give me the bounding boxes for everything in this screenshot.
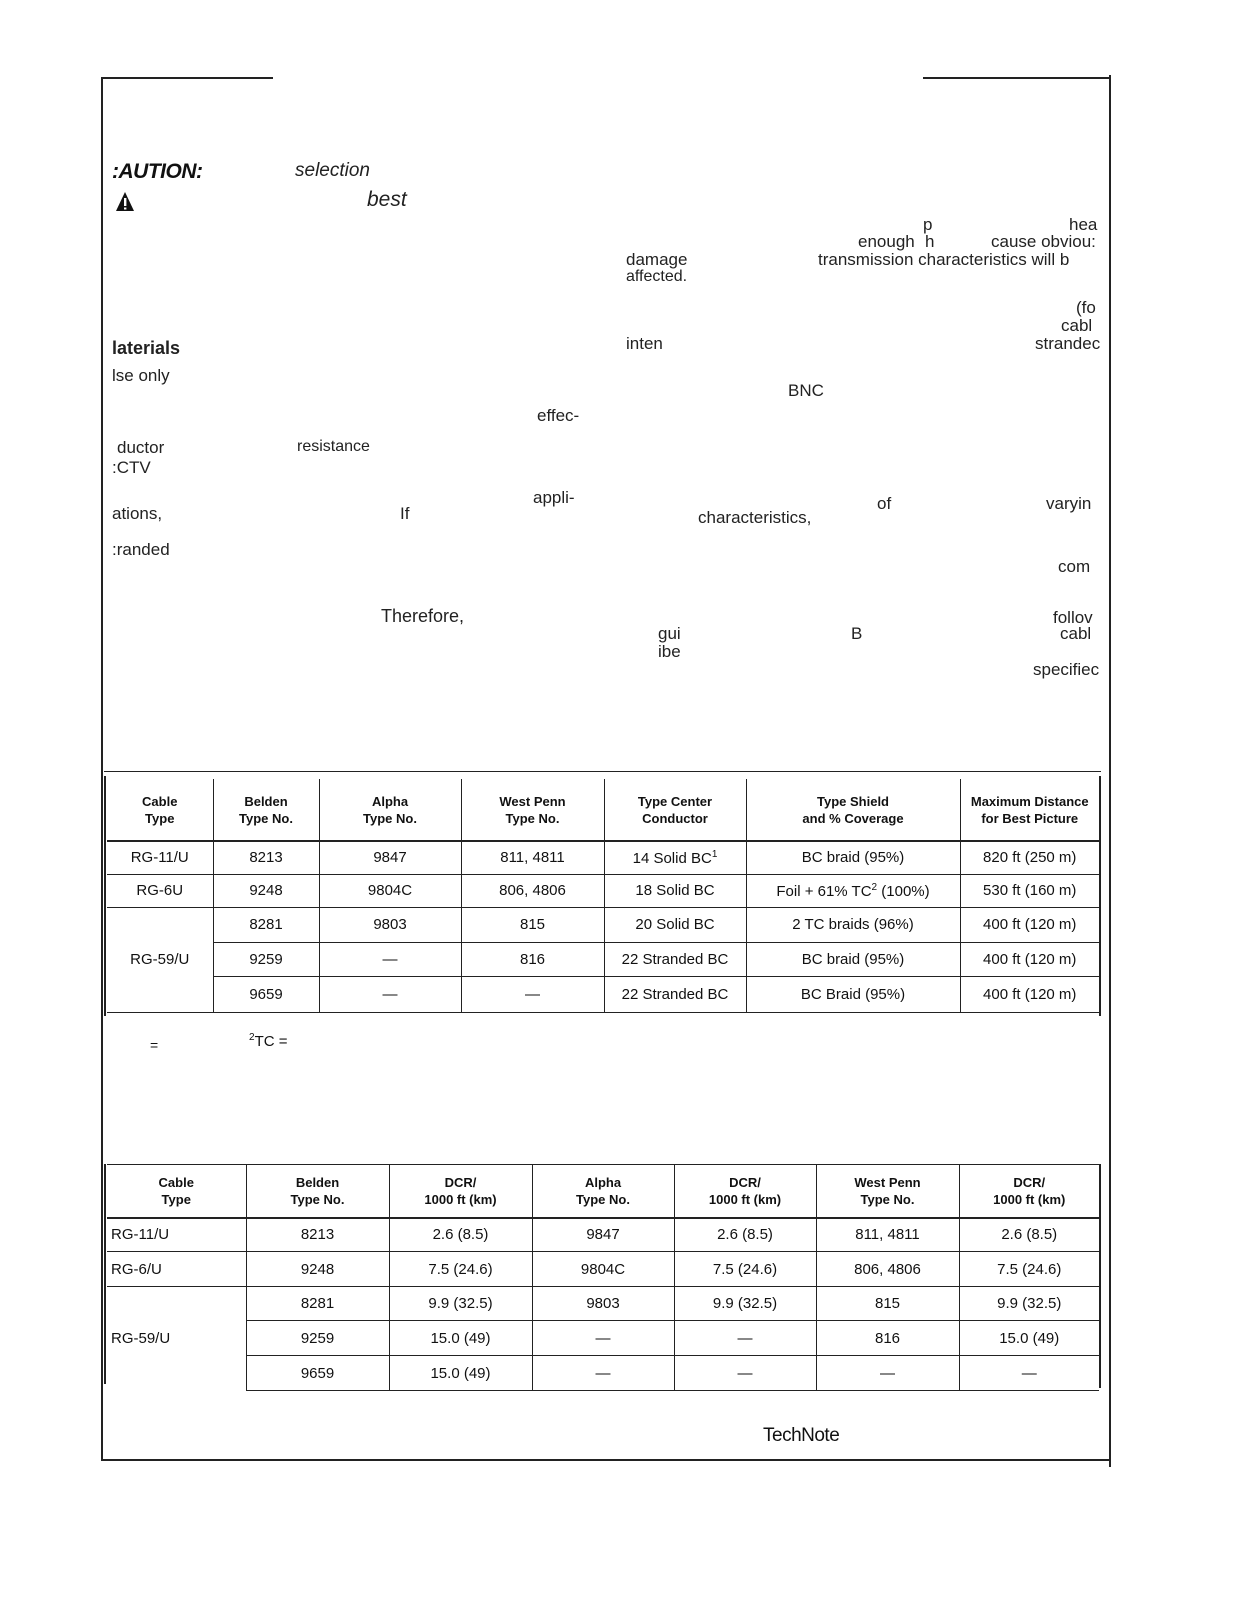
table-cell-dcr2: —: [674, 1321, 816, 1356]
table-cell-distance: [960, 841, 1099, 874]
table2-header-cell: [674, 1165, 816, 1218]
table-cell-dcr1: 7.5 (24.6): [389, 1252, 532, 1287]
table2-header-row: [107, 1165, 1099, 1218]
cell-text: RG-6U: [136, 882, 184, 899]
table-cell-belden: 9259: [246, 1321, 389, 1356]
table-cell-cable: RG-6/U: [107, 1252, 246, 1287]
cell-text: Foil + 61% TC: [776, 882, 872, 900]
table-cell-alpha: 9804C: [532, 1252, 674, 1287]
table2-right-bar: [1099, 1164, 1101, 1388]
header-line: Alpha: [371, 793, 409, 809]
table2-header-cell: [532, 1165, 674, 1218]
table-cell-alpha: 9847: [532, 1218, 674, 1252]
table-cell-westpenn: 815: [816, 1287, 959, 1321]
text-fragment: effec-: [537, 406, 580, 425]
cell-text: RG-11/U: [130, 849, 189, 867]
header-line: 1000 ft (km): [708, 1191, 782, 1207]
table-cell-alpha: 9803: [532, 1287, 674, 1321]
text-fragment: best: [367, 188, 407, 211]
cell-text: BC braid (95%): [801, 849, 905, 867]
header-line: for Best Picture: [981, 810, 1079, 826]
cell-text: 816: [519, 950, 546, 968]
top-rule-right: [923, 77, 1111, 79]
table-cell-dcr3: —: [959, 1356, 1099, 1391]
cell-text: 820 ft (250 m): [983, 849, 1077, 867]
table2-header-cell: [246, 1165, 389, 1218]
footnote-bc-definition: =: [150, 1037, 159, 1053]
text-fragment: h: [925, 232, 935, 251]
table2-header-cell: [816, 1165, 959, 1218]
cell-text: —: [382, 950, 398, 968]
text-fragment: lse only: [112, 366, 170, 385]
cell-text: —: [382, 985, 398, 1003]
table-row: [107, 976, 1099, 1012]
header-line: Type No.: [860, 1191, 915, 1207]
table-cell-dcr1: 9.9 (32.5): [389, 1287, 532, 1321]
text-fragment: transmission characteristics will b: [818, 250, 1070, 269]
table-cell-cable: RG-59/U: [111, 1330, 171, 1348]
table1-header-cell: [461, 779, 604, 841]
cable-spec-table: [107, 779, 1099, 1013]
text-fragment: cabl: [1061, 316, 1093, 335]
table-row: [107, 874, 1099, 907]
text-fragment: Therefore,: [381, 606, 465, 626]
table-cell-belden: [213, 841, 319, 874]
header-line: Belden: [295, 1174, 340, 1190]
text-fragment: gui: [658, 624, 681, 643]
cell-text: BC braid (95%): [801, 950, 905, 968]
table-cell-belden: [213, 942, 319, 976]
frame-right-border: [1109, 75, 1111, 1467]
header-line: Type No.: [363, 810, 417, 826]
warning-triangle-icon: [113, 190, 137, 217]
header-line: Belden: [244, 793, 288, 809]
cell-text-tail: (100%): [877, 882, 930, 900]
table-cell-alpha: [319, 976, 461, 1012]
table2-header-cell: [389, 1165, 532, 1218]
table-cell-dcr1: 15.0 (49): [389, 1356, 532, 1391]
text-fragment: cause obviou:: [991, 232, 1096, 251]
cell-text: 22 Stranded BC: [621, 950, 729, 968]
text-fragment: ations,: [112, 504, 163, 523]
footnote-marker: 1: [711, 848, 718, 860]
text-fragment: com: [1058, 557, 1091, 576]
cell-text: 806, 4806: [499, 882, 566, 899]
table-cell-westpenn: [461, 942, 604, 976]
table-cell-shield: [746, 907, 960, 942]
table-cell-alpha: [319, 907, 461, 942]
header-line: 1000 ft (km): [424, 1191, 497, 1207]
cell-text: 815: [519, 916, 546, 933]
cell-text: 9803: [373, 916, 407, 933]
table-row: [107, 1252, 1099, 1287]
text-fragment: varyin: [1046, 494, 1092, 513]
cell-text: 400 ft (120 m): [983, 985, 1077, 1003]
text-fragment: specifiec: [1033, 660, 1100, 679]
text-fragment: :randed: [112, 540, 170, 559]
text-fragment: damage: [626, 250, 688, 269]
footer-brand: TechNote: [763, 1425, 840, 1446]
table-cell-distance: [960, 942, 1099, 976]
caution-title: :AUTION:: [112, 160, 203, 183]
table-cell-westpenn: [461, 874, 604, 907]
table-cell-distance: [960, 907, 1099, 942]
cell-text: 9248: [249, 882, 283, 899]
cell-text: 20 Solid BC: [635, 916, 715, 933]
text-fragment: strandec: [1035, 334, 1101, 353]
table1-header-cell: [746, 779, 960, 841]
table-row: [107, 1287, 1099, 1321]
cell-text: RG-59/U: [130, 951, 190, 968]
table2-header-cell: [107, 1165, 246, 1218]
header-line: Cable: [142, 793, 178, 809]
table-cell-westpenn: [461, 841, 604, 874]
cell-text: 400 ft (120 m): [983, 950, 1077, 968]
header-line: and % Coverage: [802, 810, 904, 826]
header-line: Type: [145, 810, 175, 826]
table-row: [107, 841, 1099, 874]
header-line: Cable: [158, 1174, 194, 1190]
cell-text: 9847: [373, 849, 407, 867]
table-cell-shield: [746, 942, 960, 976]
table-cell-distance: [960, 874, 1099, 907]
table1-header-cell: [107, 779, 213, 841]
dcr-table: [107, 1164, 1099, 1391]
cell-text: BC Braid (95%): [800, 985, 906, 1003]
header-line: 1000 ft (km): [993, 1191, 1066, 1207]
table-cell-dcr3: 2.6 (8.5): [959, 1218, 1099, 1252]
table-cell-dcr2: 9.9 (32.5): [674, 1287, 816, 1321]
header-line: Maximum Distance: [970, 793, 1089, 809]
table-row: [107, 1218, 1099, 1252]
text-fragment: B: [851, 624, 863, 643]
text-fragment: hea: [1069, 215, 1098, 234]
table-cell-conductor: [604, 976, 746, 1012]
table1-header-cell: [319, 779, 461, 841]
table-cell-conductor: [604, 907, 746, 942]
cell-text: 14 Solid BC: [632, 849, 712, 867]
table1-header-row: [107, 779, 1099, 841]
header-line: DCR/: [1013, 1174, 1046, 1190]
table-cell-belden: [213, 874, 319, 907]
table-cell-cable: [107, 841, 213, 874]
cell-text: 9804C: [367, 882, 413, 899]
header-line: Type No.: [576, 1191, 630, 1207]
text-fragment: p: [923, 215, 933, 234]
table-cell-belden: [213, 907, 319, 942]
text-fragment: If: [400, 504, 410, 523]
table-row: [107, 1356, 1099, 1391]
table-cell-dcr1: 15.0 (49): [389, 1321, 532, 1356]
cell-text: 9259: [249, 950, 283, 968]
header-line: Type: [161, 1191, 191, 1207]
frame-left-border: [101, 78, 103, 1460]
table-cell-belden: 9659: [246, 1356, 389, 1391]
cell-text: 8281: [249, 916, 283, 933]
table-cell-westpenn: [461, 907, 604, 942]
header-line: West Penn: [854, 1174, 921, 1190]
table-cell-cable: [107, 874, 213, 907]
table-cell-belden: 9248: [246, 1252, 389, 1287]
text-fragment: cabl: [1060, 624, 1092, 643]
text-fragment: selection: [295, 160, 370, 181]
text-fragment: (fo: [1076, 298, 1096, 317]
text-fragment: enough: [858, 232, 915, 251]
table1-top-rule: [104, 771, 1101, 772]
header-line: West Penn: [499, 793, 566, 809]
header-line: Type Center: [637, 793, 713, 809]
header-line: Type No.: [239, 810, 293, 826]
header-line: Type No.: [290, 1191, 345, 1207]
text-fragment: inten: [626, 334, 663, 353]
table-cell-conductor: [604, 874, 746, 907]
text-fragment: follov: [1053, 608, 1093, 627]
table1-header-cell: [960, 779, 1099, 841]
header-line: Conductor: [642, 810, 708, 826]
table-cell-cable: RG-11/U: [107, 1218, 246, 1252]
header-line: Alpha: [584, 1174, 622, 1190]
table-cell-westpenn: —: [816, 1356, 959, 1391]
header-line: Type No.: [505, 810, 560, 826]
text-fragment: ibe: [658, 642, 681, 661]
table-cell-distance: [960, 976, 1099, 1012]
table-cell-conductor: [604, 841, 746, 874]
header-line: Type Shield: [817, 793, 889, 809]
text-fragment: appli-: [533, 488, 575, 507]
table1-right-bar: [1099, 776, 1101, 1016]
table-cell-shield: [746, 841, 960, 874]
table2-header-cell: [959, 1165, 1099, 1218]
table-cell-shield: [746, 976, 960, 1012]
table-cell-alpha: [319, 841, 461, 874]
table-cell-dcr3: 9.9 (32.5): [959, 1287, 1099, 1321]
text-fragment: of: [877, 494, 892, 513]
table-cell-alpha: —: [532, 1321, 674, 1356]
footnote-tc-definition: $^2$TC =: [249, 1032, 288, 1050]
header-line: DCR/: [444, 1174, 477, 1190]
table-cell-westpenn: 806, 4806: [816, 1252, 959, 1287]
text-fragment: laterials: [112, 338, 181, 358]
cell-text: 18 Solid BC: [635, 882, 715, 899]
table-cell-westpenn: [461, 976, 604, 1012]
text-fragment: :CTV: [112, 458, 151, 477]
table-cell-shield: [746, 874, 960, 907]
table-cell-conductor: [604, 942, 746, 976]
table-cell-alpha: —: [532, 1356, 674, 1391]
text-fragment: BNC: [788, 381, 824, 400]
cell-text: 530 ft (160 m): [983, 882, 1077, 899]
frame-bottom-border: [101, 1459, 1111, 1461]
table-cell-belden: 8213: [246, 1218, 389, 1252]
text-fragment: affected.: [626, 268, 688, 285]
text-fragment: ductor: [117, 438, 165, 457]
table-row: [107, 942, 1099, 976]
table-cell-belden: 8281: [246, 1287, 389, 1321]
cell-text: 811, 4811: [500, 849, 565, 867]
cell-text: 8213: [249, 849, 283, 867]
cell-text: —: [525, 985, 540, 1003]
table-cell-belden: [213, 976, 319, 1012]
top-rule-left: [101, 77, 273, 79]
cell-text: 9659: [249, 985, 283, 1003]
table-cell-westpenn: 816: [816, 1321, 959, 1356]
table-cell-alpha: [319, 942, 461, 976]
text-fragment: characteristics,: [698, 508, 812, 527]
footnote-marker: 2: [871, 881, 878, 893]
table-row: [107, 907, 1099, 942]
table-row: [107, 1321, 1099, 1356]
cell-text: 2 TC braids (96%): [792, 916, 914, 933]
table-cell-alpha: [319, 874, 461, 907]
table-cell-westpenn: 811, 4811: [816, 1218, 959, 1252]
table-cell-dcr2: 7.5 (24.6): [674, 1252, 816, 1287]
text-fragment: resistance: [297, 438, 370, 455]
table-cell-dcr3: 15.0 (49): [959, 1321, 1099, 1356]
table1-header-cell: [213, 779, 319, 841]
cell-text: 400 ft (120 m): [983, 916, 1077, 933]
table2-left-bar: [104, 1164, 106, 1384]
table-cell-dcr1: 2.6 (8.5): [389, 1218, 532, 1252]
table1-header-cell: [604, 779, 746, 841]
table-cell-cable: [107, 907, 213, 1012]
table1-left-bar: [104, 776, 106, 1016]
table-cell-dcr2: 2.6 (8.5): [674, 1218, 816, 1252]
header-line: DCR/: [729, 1174, 761, 1190]
table-cell-dcr3: 7.5 (24.6): [959, 1252, 1099, 1287]
table-cell-dcr2: —: [674, 1356, 816, 1391]
cell-text: 22 Stranded BC: [621, 985, 729, 1003]
